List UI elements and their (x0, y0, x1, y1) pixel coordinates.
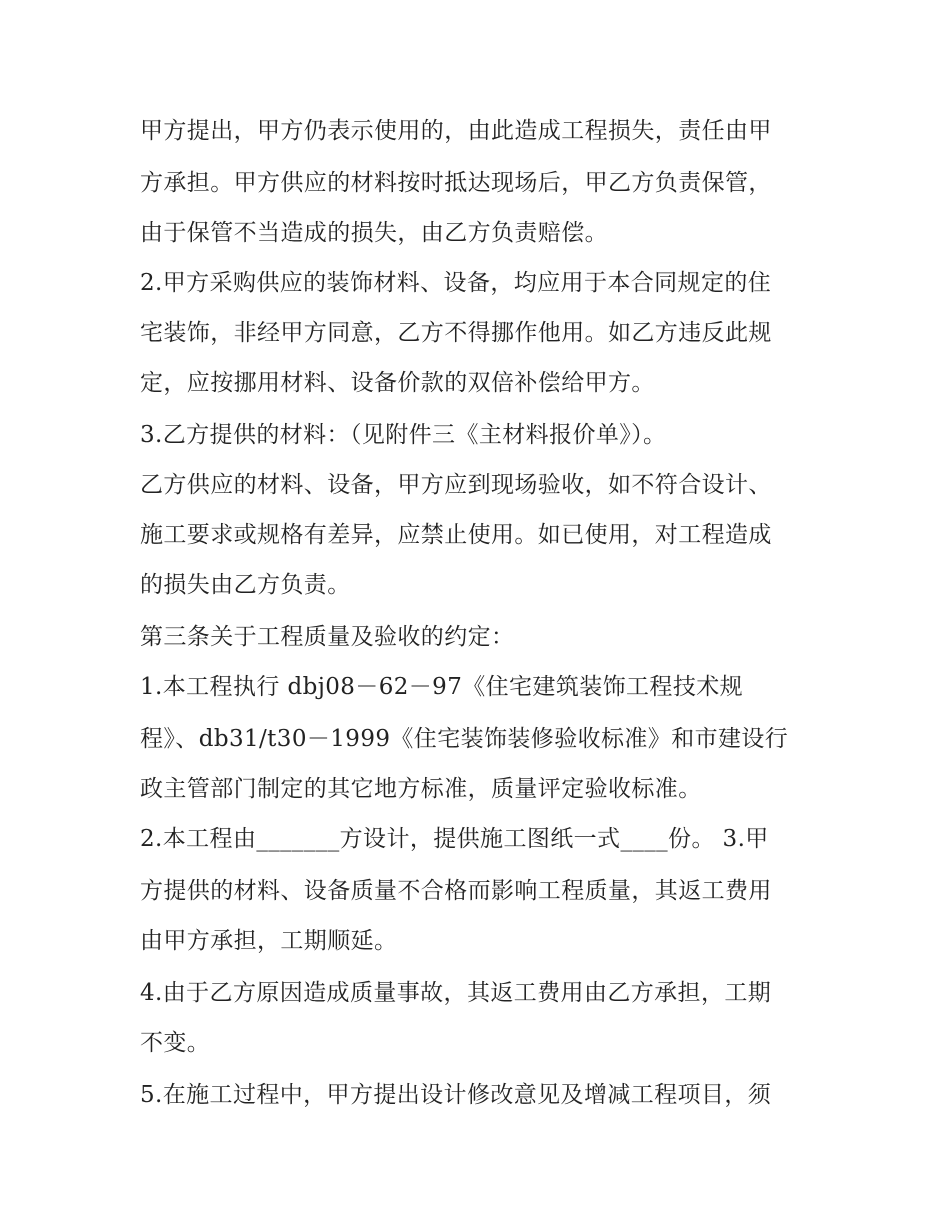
text-line: 甲方提出，甲方仍表示使用的，由此造成工程损失，责任由甲 (140, 118, 772, 144)
text-line: 5.在施工过程中，甲方提出设计修改意见及增减工程项目，须 (140, 1082, 772, 1108)
text-line: 乙方供应的材料、设备，甲方应到现场验收，如不符合设计、 (140, 472, 772, 498)
text-line: 方承担。甲方供应的材料按时抵达现场后，甲乙方负责保管， (140, 170, 772, 196)
section-heading: 第三条关于工程质量及验收的约定： (140, 624, 515, 650)
text-line: 政主管部门制定的其它地方标准，质量评定验收标准。 (140, 776, 702, 802)
text-line: 定，应按挪用材料、设备价款的双倍补偿给甲方。 (140, 370, 655, 396)
text-line: 的损失由乙方负责。 (140, 572, 351, 598)
text-line: 由甲方承担，工期顺延。 (140, 928, 398, 954)
text-line: 1.本工程执行 dbj08－62－97《住宅建筑装饰工程技术规 (140, 674, 744, 700)
text-line: 程》、db31/t30－1999《住宅装饰装修验收标准》和市建设行 (140, 726, 789, 752)
text-line: 方提供的材料、设备质量不合格而影响工程质量，其返工费用 (140, 878, 772, 904)
text-line: 4.由于乙方原因造成质量事故，其返工费用由乙方承担，工期 (140, 980, 772, 1006)
text-line: 宅装饰，非经甲方同意，乙方不得挪作他用。如乙方违反此规 (140, 320, 772, 346)
text-line: 施工要求或规格有差异，应禁止使用。如已使用，对工程造成 (140, 522, 772, 548)
text-line: 由于保管不当造成的损失，由乙方负责赔偿。 (140, 220, 608, 246)
text-line: 3.乙方提供的材料：（见附件三《主材料报价单》）。 (140, 422, 667, 448)
text-line: 2.甲方采购供应的装饰材料、设备，均应用于本合同规定的住 (140, 270, 772, 296)
text-line: 不变。 (140, 1030, 211, 1056)
text-line: 2.本工程由_______方设计，提供施工图纸一式____份。 3.甲 (140, 826, 769, 852)
